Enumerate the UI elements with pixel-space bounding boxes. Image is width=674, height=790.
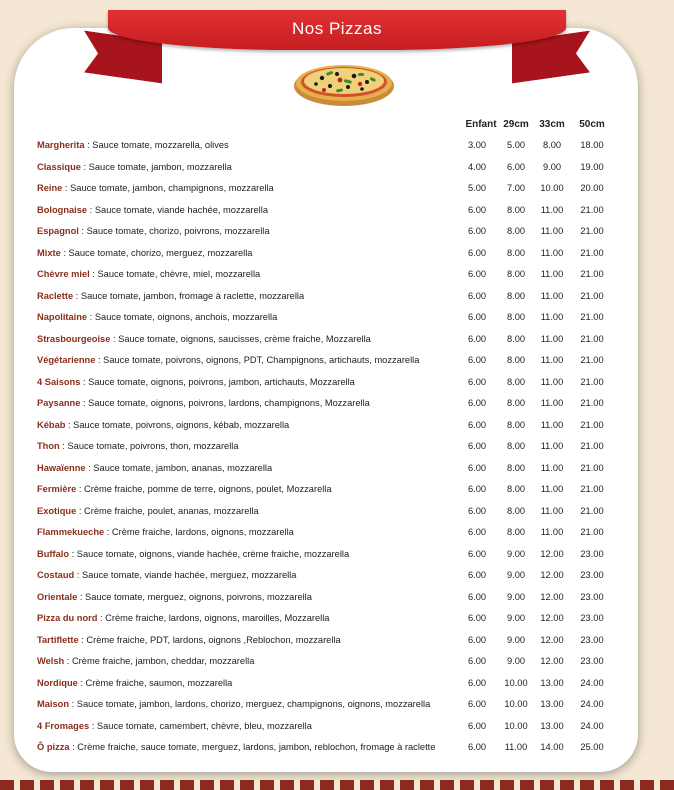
list-item xyxy=(0,737,674,759)
pizza-description xyxy=(37,200,268,222)
col-33cm: 33cm xyxy=(539,119,565,130)
price-0: 6.00 xyxy=(467,548,487,559)
price-3: 25.00 xyxy=(580,742,604,752)
pizza-ingredients: : Crème fraiche, jambon, cheddar, mozzarella xyxy=(64,656,255,666)
pizza-name: Costaud xyxy=(37,570,75,580)
price-1: 9.00 xyxy=(506,656,526,666)
price-3: 23.00 xyxy=(580,656,604,666)
price-2: 11.00 xyxy=(540,247,564,258)
price-0: 6.00 xyxy=(467,290,487,301)
pizza-ingredients: : Crème fraiche, sauce tomate, merguez, lardons, jambon, reblochon, fromage à raclette xyxy=(69,742,436,752)
price-2: 11.00 xyxy=(540,419,564,430)
price-3: 21.00 xyxy=(580,398,604,408)
pizza-ingredients: : Sauce tomate, mozzarella, olives xyxy=(84,140,229,150)
pizza-name: Raclette xyxy=(37,290,74,301)
price-1: 8.00 xyxy=(506,484,526,494)
price-2: 14.00 xyxy=(540,742,564,752)
pizza-ingredients: : Sauce tomate, jambon, mozzarella xyxy=(80,161,232,172)
price-0: 6.00 xyxy=(467,570,487,580)
price-2: 11.00 xyxy=(540,355,564,365)
list-item xyxy=(0,544,674,566)
price-1: 6.00 xyxy=(506,161,526,172)
list-item xyxy=(0,329,674,351)
pizza-description xyxy=(37,393,370,415)
price-1: 8.00 xyxy=(506,419,526,430)
price-3: 21.00 xyxy=(580,462,604,473)
price-0: 4.00 xyxy=(467,161,487,172)
list-item xyxy=(0,630,674,652)
pizza-ingredients: : Sauce tomate, oignons, poivrons, lardons, champignons, Mozzarella xyxy=(80,398,370,408)
pizza-ingredients: : Crème fraiche, PDT, lardons, oignons ,Reblochon, mozzarella xyxy=(78,634,341,645)
price-0: 6.00 xyxy=(467,505,487,516)
pizza-description xyxy=(37,157,232,179)
price-3: 23.00 xyxy=(580,613,604,623)
price-3: 21.00 xyxy=(580,355,604,365)
price-2: 11.00 xyxy=(540,441,564,451)
price-1: 8.00 xyxy=(506,226,526,236)
pizza-name: Napolitaine xyxy=(37,312,88,322)
pizza-description xyxy=(37,243,252,265)
price-2: 8.00 xyxy=(542,140,562,150)
pizza-name: Chèvre miel xyxy=(37,269,90,279)
pizza-name: Nordique xyxy=(37,677,78,688)
price-1: 10.00 xyxy=(504,677,528,688)
pizza-description xyxy=(37,178,274,200)
pizza-description xyxy=(37,307,277,329)
price-0: 6.00 xyxy=(467,720,487,731)
price-1: 9.00 xyxy=(506,548,526,559)
price-1: 8.00 xyxy=(506,376,526,387)
price-2: 10.00 xyxy=(540,183,564,193)
pizza-ingredients: : Crème fraiche, lardons, oignons, mozzarella xyxy=(104,527,294,537)
price-2: 9.00 xyxy=(542,161,562,172)
pizza-description xyxy=(37,458,272,480)
pizza-name: Margherita xyxy=(37,140,85,150)
col-50cm: 50cm xyxy=(579,119,605,130)
pizza-description xyxy=(37,415,289,437)
price-0: 6.00 xyxy=(467,484,487,494)
price-1: 11.00 xyxy=(504,742,528,752)
price-1: 10.00 xyxy=(504,699,528,709)
price-2: 12.00 xyxy=(540,634,564,645)
list-item xyxy=(0,458,674,480)
price-1: 9.00 xyxy=(506,613,526,623)
pizza-name: Hawaïenne xyxy=(37,462,86,473)
pizza-illustration xyxy=(292,56,396,108)
pizza-list xyxy=(0,135,674,759)
price-2: 11.00 xyxy=(540,204,564,215)
price-2: 11.00 xyxy=(540,290,564,301)
pizza-name: Espagnol xyxy=(37,226,79,236)
pizza-description xyxy=(37,565,296,587)
price-2: 11.00 xyxy=(540,484,564,494)
list-item xyxy=(0,200,674,222)
price-0: 6.00 xyxy=(467,613,487,623)
pizza-description xyxy=(37,522,294,544)
pizza-name: Orientale xyxy=(37,591,78,602)
price-3: 24.00 xyxy=(580,699,604,709)
pizza-ingredients: : Sauce tomate, chorizo, merguez, mozzarella xyxy=(60,247,253,258)
price-3: 21.00 xyxy=(580,527,604,537)
price-1: 8.00 xyxy=(506,441,526,451)
price-1: 8.00 xyxy=(506,527,526,537)
price-0: 6.00 xyxy=(467,742,487,752)
price-2: 11.00 xyxy=(540,269,564,279)
price-0: 6.00 xyxy=(467,441,487,451)
list-item xyxy=(0,673,674,695)
pizza-ingredients: : Sauce tomate, oignons, anchois, mozzarella xyxy=(87,312,278,322)
pizza-description xyxy=(37,673,232,695)
pizza-name: Mixte xyxy=(37,247,61,258)
price-3: 21.00 xyxy=(580,226,604,236)
price-3: 24.00 xyxy=(580,677,604,688)
pizza-description xyxy=(37,329,371,351)
price-3: 24.00 xyxy=(580,720,604,731)
list-item xyxy=(0,221,674,243)
pizza-description xyxy=(37,221,270,243)
pizza-name: Classique xyxy=(37,161,81,172)
list-item xyxy=(0,694,674,716)
price-2: 11.00 xyxy=(540,226,564,236)
price-2: 11.00 xyxy=(540,462,564,473)
pizza-description xyxy=(37,436,239,458)
pizza-description xyxy=(37,479,332,501)
pizza-name: Bolognaise xyxy=(37,204,88,215)
pizza-description xyxy=(37,737,435,759)
pizza-ingredients: : Sauce tomate, viande hachée, mozzarella xyxy=(87,204,268,215)
price-1: 8.00 xyxy=(506,312,526,322)
price-3: 20.00 xyxy=(580,183,604,193)
pizza-ingredients: : Sauce tomate, chorizo, poivrons, mozzarella xyxy=(78,226,270,236)
price-3: 21.00 xyxy=(580,376,604,387)
pizza-name: Paysanne xyxy=(37,398,81,408)
price-2: 11.00 xyxy=(540,398,564,408)
price-3: 21.00 xyxy=(580,484,604,494)
pizza-ingredients: : Sauce tomate, poivrons, thon, mozzarella xyxy=(59,441,239,451)
price-2: 11.00 xyxy=(540,333,564,344)
price-0: 6.00 xyxy=(467,333,487,344)
price-0: 6.00 xyxy=(467,591,487,602)
price-1: 8.00 xyxy=(506,290,526,301)
price-2: 12.00 xyxy=(540,613,564,623)
list-item xyxy=(0,286,674,308)
pizza-ingredients: : Sauce tomate, jambon, fromage à raclette, mozzarella xyxy=(73,290,305,301)
price-0: 6.00 xyxy=(467,247,487,258)
pizza-description xyxy=(37,264,260,286)
price-3: 21.00 xyxy=(580,312,604,322)
price-0: 6.00 xyxy=(467,226,487,236)
list-item xyxy=(0,522,674,544)
pizza-name: 4 Saisons xyxy=(37,376,81,387)
price-1: 8.00 xyxy=(506,269,526,279)
pizza-name: Reine xyxy=(37,183,63,193)
list-item xyxy=(0,608,674,630)
pizza-name: Exotique xyxy=(37,505,77,516)
list-item xyxy=(0,436,674,458)
price-2: 13.00 xyxy=(540,677,564,688)
price-0: 6.00 xyxy=(467,699,487,709)
price-0: 6.00 xyxy=(467,634,487,645)
pizza-ingredients: : Sauce tomate, jambon, ananas, mozzarella xyxy=(85,462,273,473)
pizza-ingredients: : Sauce tomate, jambon, lardons, chorizo, merguez, champignons, oignons, mozzarella xyxy=(69,699,431,709)
price-2: 13.00 xyxy=(540,720,564,731)
list-item xyxy=(0,651,674,673)
pizza-name: Ô pizza xyxy=(37,742,70,752)
price-3: 23.00 xyxy=(580,634,604,645)
price-0: 6.00 xyxy=(467,677,487,688)
list-item xyxy=(0,716,674,738)
price-2: 11.00 xyxy=(540,312,564,322)
price-3: 21.00 xyxy=(580,333,604,344)
pizza-description xyxy=(37,135,229,157)
pizza-description xyxy=(37,694,430,716)
price-2: 12.00 xyxy=(540,548,564,559)
pizza-ingredients: : Sauce tomate, viande hachée, merguez, mozzarella xyxy=(74,570,297,580)
price-1: 9.00 xyxy=(506,570,526,580)
pizza-name: Maison xyxy=(37,699,70,709)
price-0: 6.00 xyxy=(467,204,487,215)
pizza-description xyxy=(37,350,419,372)
price-1: 7.00 xyxy=(506,183,526,193)
pizza-name: 4 Fromages xyxy=(37,720,90,731)
price-2: 11.00 xyxy=(540,376,564,387)
price-2: 13.00 xyxy=(540,699,564,709)
pizza-name: Strasbourgeoise xyxy=(37,333,111,344)
price-3: 19.00 xyxy=(580,161,604,172)
pizza-name: Welsh xyxy=(37,656,65,666)
pizza-ingredients: : Sauce tomate, camembert, chèvre, bleu, mozzarella xyxy=(89,720,312,731)
price-0: 6.00 xyxy=(467,312,487,322)
pizza-name: Fermière xyxy=(37,484,77,494)
decorative-border xyxy=(0,780,674,790)
price-2: 11.00 xyxy=(540,527,564,537)
price-0: 6.00 xyxy=(467,462,487,473)
pizza-name: Kébab xyxy=(37,419,66,430)
price-0: 5.00 xyxy=(467,183,487,193)
price-1: 8.00 xyxy=(506,398,526,408)
list-item xyxy=(0,307,674,329)
pizza-description xyxy=(37,501,259,523)
price-3: 21.00 xyxy=(580,269,604,279)
pizza-name: Tartiflette xyxy=(37,634,79,645)
list-item xyxy=(0,264,674,286)
price-0: 6.00 xyxy=(467,419,487,430)
pizza-ingredients: : Crème fraiche, poulet, ananas, mozzarella xyxy=(76,505,259,516)
price-1: 9.00 xyxy=(506,591,526,602)
pizza-ingredients: : Sauce tomate, poivrons, oignons, kébab, mozzarella xyxy=(65,419,290,430)
price-3: 21.00 xyxy=(580,290,604,301)
list-item xyxy=(0,501,674,523)
title-ribbon xyxy=(108,10,566,50)
pizza-ingredients: : Crème fraiche, lardons, oignons, maroilles, Mozzarella xyxy=(97,613,330,623)
price-1: 8.00 xyxy=(506,204,526,215)
pizza-ingredients: : Sauce tomate, oignons, poivrons, jambon, artichauts, Mozzarella xyxy=(80,376,355,387)
pizza-ingredients: : Sauce tomate, merguez, oignons, poivrons, mozzarella xyxy=(77,591,312,602)
col-enfant: Enfant xyxy=(465,119,497,130)
price-0: 6.00 xyxy=(467,527,487,537)
pizza-ingredients: : Sauce tomate, chèvre, miel, mozzarella xyxy=(89,269,261,279)
price-1: 8.00 xyxy=(506,462,526,473)
price-1: 8.00 xyxy=(506,505,526,516)
price-1: 8.00 xyxy=(506,333,526,344)
list-item xyxy=(0,178,674,200)
pizza-description xyxy=(37,630,341,652)
pizza-name: Thon xyxy=(37,441,60,451)
price-1: 10.00 xyxy=(504,720,528,731)
list-item xyxy=(0,565,674,587)
pizza-ingredients: : Sauce tomate, jambon, champignons, mozzarella xyxy=(62,183,274,193)
pizza-ingredients: : Crème fraiche, saumon, mozzarella xyxy=(77,677,233,688)
list-item xyxy=(0,157,674,179)
price-3: 21.00 xyxy=(580,441,604,451)
col-29cm: 29cm xyxy=(503,119,529,130)
pizza-name: Pizza du nord xyxy=(37,613,98,623)
list-item xyxy=(0,587,674,609)
pizza-ingredients: : Crème fraiche, pomme de terre, oignons, poulet, Mozzarella xyxy=(76,484,332,494)
price-header xyxy=(0,119,674,133)
pizza-description xyxy=(37,372,355,394)
pizza-description xyxy=(37,587,312,609)
list-item xyxy=(0,479,674,501)
price-1: 5.00 xyxy=(506,140,526,150)
price-2: 11.00 xyxy=(540,505,564,516)
price-0: 6.00 xyxy=(467,656,487,666)
price-0: 6.00 xyxy=(467,269,487,279)
price-3: 23.00 xyxy=(580,548,604,559)
price-2: 12.00 xyxy=(540,570,564,580)
pizza-ingredients: : Sauce tomate, oignons, saucisses, crème fraiche, Mozzarella xyxy=(110,333,371,344)
list-item xyxy=(0,243,674,265)
price-3: 23.00 xyxy=(580,591,604,602)
pizza-ingredients: : Sauce tomate, poivrons, oignons, PDT, Champignons, artichauts, mozzarella xyxy=(95,355,420,365)
pizza-name: Flammekueche xyxy=(37,527,105,537)
price-3: 18.00 xyxy=(580,140,604,150)
price-3: 23.00 xyxy=(580,570,604,580)
price-3: 21.00 xyxy=(580,505,604,516)
page-title: Nos Pizzas xyxy=(291,19,383,38)
price-0: 6.00 xyxy=(467,398,487,408)
list-item xyxy=(0,350,674,372)
pizza-name: Buffalo xyxy=(37,548,70,559)
price-3: 21.00 xyxy=(580,204,604,215)
price-1: 8.00 xyxy=(506,355,526,365)
pizza-description xyxy=(37,651,254,673)
price-1: 9.00 xyxy=(506,634,526,645)
price-0: 6.00 xyxy=(467,355,487,365)
pizza-ingredients: : Sauce tomate, oignons, viande hachée, crème fraiche, mozzarella xyxy=(69,548,350,559)
price-3: 21.00 xyxy=(580,419,604,430)
price-3: 21.00 xyxy=(580,247,604,258)
pizza-description xyxy=(37,716,312,738)
pizza-description xyxy=(37,286,304,308)
price-1: 8.00 xyxy=(506,247,526,258)
list-item xyxy=(0,415,674,437)
price-0: 3.00 xyxy=(467,140,487,150)
pizza-description xyxy=(37,544,349,566)
list-item xyxy=(0,135,674,157)
price-0: 6.00 xyxy=(467,376,487,387)
pizza-name: Végétarienne xyxy=(37,355,96,365)
price-2: 12.00 xyxy=(540,591,564,602)
list-item xyxy=(0,372,674,394)
list-item xyxy=(0,393,674,415)
price-2: 12.00 xyxy=(540,656,564,666)
pizza-description xyxy=(37,608,329,630)
